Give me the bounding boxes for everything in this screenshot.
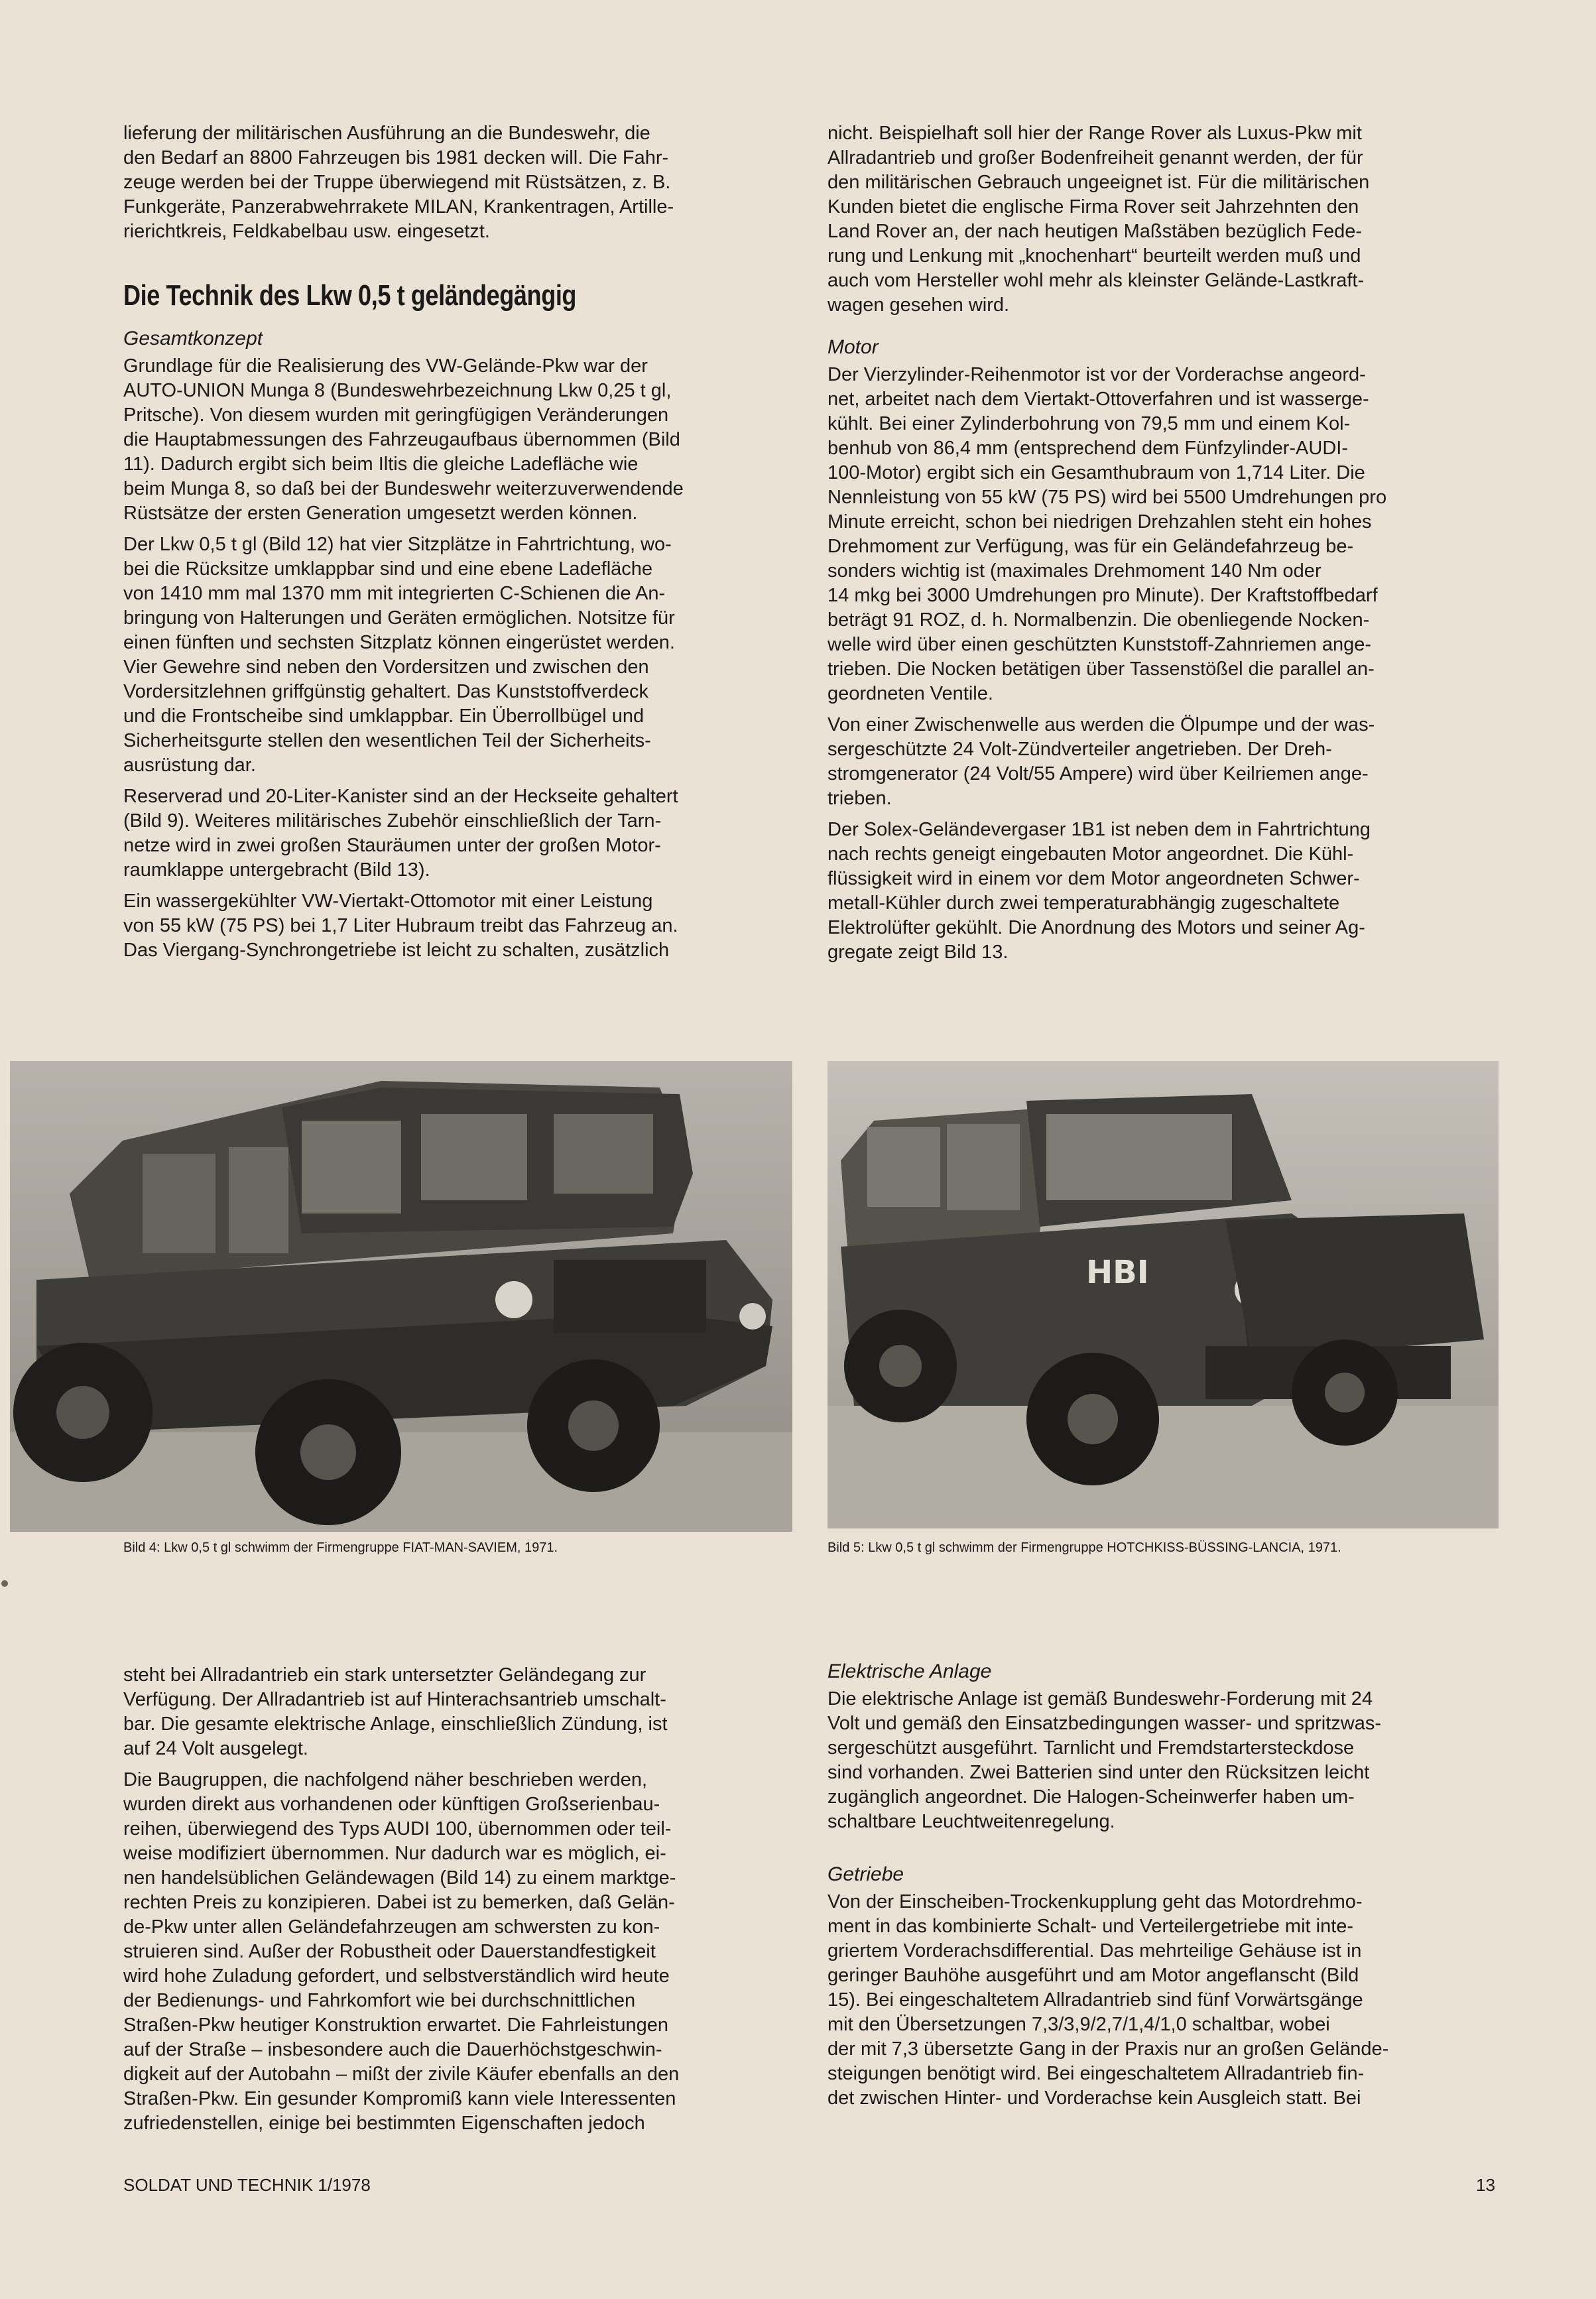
vehicle-photo-right bbox=[828, 1061, 1499, 1528]
paragraph-sitzplaetze: Der Lkw 0,5 t gl (Bild 12) hat vier Sitzplätze in Fahrtrichtung, wo- bei die Rücksitze umklappbar sind und eine ebene Ladefläche von 1410 mm mal 1370 mm mit integrierten C-Schienen die An- bringung von Halterungen und Geräten ermöglichen. Notsitze für einen fünften und sechsten Sitzplatz können eingerüstet werden. Vier Gewehre sind neben den Vordersitzen und zwischen den Vordersitzlehnen griffgünstig gehaltert. Das Kunststoffverdeck und die Frontscheibe sind umklappbar. Ein Überrollbügel und Sicherheitsgurte stellen den wesentlichen Teil der Sicherheits- ausrüstung dar. bbox=[123, 534, 675, 776]
photo-fiat-man-saviem bbox=[10, 1061, 792, 1532]
subheading-gesamtkonzept: Gesamtkonzept bbox=[123, 328, 263, 349]
top-left-column bbox=[123, 121, 793, 969]
paragraph-grundlage: Grundlage für die Realisierung des VW-Gelände-Pkw war der AUTO-UNION Munga 8 (Bundeswehrbezeichnung Lkw 0,25 t gl, Pritsche). Von diesem wurden mit geringfügigen Veränderungen die Hauptabmessungen des Fahrzeugaufbaus übernommen (Bild 11). Dadurch ergibt sich beim Iltis die gleiche Ladefläche wie beim Munga 8, so daß bei der Bundeswehr weiterzuverwendende Rüstsätze der ersten Generation umgesetzt werden können. bbox=[123, 355, 684, 524]
paragraph-motor-intro: Ein wassergekühlter VW-Viertakt-Ottomotor mit einer Leistung von 55 kW (75 PS) bei 1,7 Liter Hubraum treibt das Fahrzeug an. Das Viergang-Synchrongetriebe ist leicht zu schalten, zusätzlich bbox=[123, 891, 678, 961]
paragraph-vierzylinder: Der Vierzylinder-Reihenmotor ist vor der Vorderachse angeord- net, arbeitet nach dem Viertakt-Ottoverfahren und ist wasserge- kühlt. Bei einer Zylinderbohrung von 79,5 mm und einem Kol- benhub von 86,4 mm (entsprechend dem Fünfzylinder-AUDI- 100-Motor) ergibt sich ein Gesamthubraum von 1,714 Liter. Die Nennleistung von 55 kW (75 PS) wird bei 5500 Umdrehungen pro Minute erreicht, schon bei niedrigen Drehzahlen steht ein hohes Drehmoment zur Verfügung, was für ein Geländefahrzeug be- sonders wichtig ist (maximales Drehmoment 140 Nm oder 14 mkg bei 3000 Umdrehungen pro Minute). Der Kraftstoffbedarf beträgt 91 ROZ, d. h. Normalbenzin. Die obenliegende Nocken- welle wird über einen geschützten Kunststoff-Zahnriemen ange- trieben. Die Nocken betätigen über Tassenstößel die parallel an- geordneten Ventile. bbox=[828, 364, 1387, 704]
subheading-elektrische-anlage: Elektrische Anlage bbox=[828, 1660, 992, 1682]
footer-publication: SOLDAT UND TECHNIK 1/1978 bbox=[123, 2175, 371, 2195]
caption-bild-4: Bild 4: Lkw 0,5 t gl schwimm der Firmengruppe FIAT-MAN-SAVIEM, 1971. bbox=[123, 1540, 558, 1555]
subheading-getriebe: Getriebe bbox=[828, 1863, 904, 1885]
binding-mark bbox=[1, 1580, 8, 1587]
paragraph-reserverad: Reserverad und 20-Liter-Kanister sind an der Heckseite gehaltert (Bild 9). Weiteres militärisches Zubehör einschließlich der Tarn- netze wird in zwei großen Stauräumen unter der großen Motor- raumklappe untergebracht (Bild 13). bbox=[123, 786, 678, 881]
paragraph-baugruppen: Die Baugruppen, die nachfolgend näher beschrieben werden, wurden direkt aus vorhandenen oder künftigen Großserienbau- reihen, überwiegend des Typs AUDI 100, übernommen oder teil- weise modifiziert übernommen. Nur dadurch war es möglich, ei- nen handelsüblichen Geländewagen (Bild 14) zu einem marktge- rechten Preis zu konzipieren. Dabei ist zu bemerken, daß Gelän- de-Pkw unter allen Geländefahrzeugen am schwersten zu kon- struieren sind. Außer der Robustheit oder Dauerstandfestigkeit wird hohe Zuladung gefordert, und selbstverständlich wird heute der Bedienungs- und Fahrkomfort wie bei durchschnittlichen Straßen-Pkw heutiger Konstruktion erwartet. Die Fahrleistungen auf der Straße – insbesondere auch die Dauerhöchstgeschwin- digkeit auf der Autobahn – mißt der zivile Käufer ebenfalls an den Straßen-Pkw. Ein gesunder Kompromiß kann viele Interessenten zufriedenstellen, einige bei bestimmten Eigenschaften jedoch bbox=[123, 1769, 680, 2134]
page-number: 13 bbox=[1476, 2175, 1495, 2195]
photo-hotchkiss-buessing-lancia bbox=[828, 1061, 1499, 1528]
vehicle-photo-left bbox=[10, 1061, 792, 1532]
paragraph-lieferung: lieferung der militärischen Ausführung an die Bundeswehr, die den Bedarf an 8800 Fahrzeugen bis 1981 decken will. Die Fahr- zeuge werden bei der Truppe überwiegend mit Rüstsätzen, z. B. Funkgeräte, Panzerabwehrrakete MILAN, Krankentragen, Artille- rierichtkreis, Feldkabelbau usw. eingesetzt. bbox=[123, 123, 674, 242]
subheading-motor: Motor bbox=[828, 336, 879, 358]
section-headline: Die Technik des Lkw 0,5 t geländegängig bbox=[123, 279, 577, 312]
bottom-right-column bbox=[828, 1656, 1497, 2117]
paragraph-range-rover: nicht. Beispielhaft soll hier der Range Rover als Luxus-Pkw mit Allradantrieb und großer Bodenfreiheit genannt werden, der für den militärischen Gebrauch ungeeignet ist. Für die militärischen Kunden bietet die englische Firma Rover seit Jahrzehnten den Land Rover an, der nach heutigen Maßstäben bezüglich Fede- rung und Lenkung mit „knochenhart“ beurteilt werden muß und auch vom Hersteller wohl mehr als kleinster Gelände-Lastkraft- wagen gesehen wird. bbox=[828, 123, 1370, 316]
paragraph-zwischenwelle: Von einer Zwischenwelle aus werden die Ölpumpe und der was- sergeschützte 24 Volt-Zündverteiler angetrieben. Der Dreh- stromgenerator (24 Volt/55 Ampere) wird über Keilriemen ange- trieben. bbox=[828, 714, 1375, 809]
top-right-column bbox=[828, 121, 1497, 971]
paragraph-allradantrieb: steht bei Allradantrieb ein stark untersetzter Geländegang zur Verfügung. Der Allradantrieb ist auf Hinterachsantrieb umschalt- bar. Die gesamte elektrische Anlage, einschließlich Zündung, ist auf 24 Volt ausgelegt. bbox=[123, 1664, 668, 1759]
paragraph-elektrische-anlage: Die elektrische Anlage ist gemäß Bundeswehr-Forderung mit 24 Volt und gemäß den Einsatzbedingungen wasser- und spritzwas- sergeschützt ausgeführt. Tarnlicht und Fremdstartersteckdose sind vorhanden. Zwei Batterien sind unter den Rücksitzen leicht zugänglich angeordnet. Die Halogen-Scheinwerfer haben um- schaltbare Leuchtweitenregelung. bbox=[828, 1688, 1382, 1832]
caption-bild-5: Bild 5: Lkw 0,5 t gl schwimm der Firmengruppe HOTCHKISS-BÜSSING-LANCIA, 1971. bbox=[828, 1540, 1341, 1555]
svg-text:HBI: HBI bbox=[1086, 1254, 1149, 1291]
paragraph-getriebe: Von der Einscheiben-Trockenkupplung geht das Motordrehmo- ment in das kombinierte Schalt- und Verteilergetriebe mit inte- griertem Vorderachsdifferential. Das mehrteilige Gehäuse ist in geringer Bauhöhe ausgeführt und am Motor angeflanscht (Bild 15). Bei eingeschaltetem Allradantrieb sind fünf Vorwärtsgänge mit den Übersetzungen 7,3/3,9/2,7/1,4/1,0 schaltbar, wobei der mit 7,3 übersetzte Gang in der Praxis nur an großen Gelände- steigungen benötigt wird. Bei eingeschaltetem Allradantrieb fin- det zwischen Hinter- und Vorderachse kein Ausgleich statt. Bei bbox=[828, 1891, 1389, 2109]
bottom-left-column bbox=[123, 1663, 793, 2143]
paragraph-vergaser: Der Solex-Geländevergaser 1B1 ist neben dem in Fahrtrichtung nach rechts geneigt eingebauten Motor angeordnet. Die Kühl- flüssigkeit wird in einem vor dem Motor angeordneten Schwer- metall-Kühler durch zwei temperaturabhängig zugeschaltete Elektrolüfter gekühlt. Die Anordnung des Motors und seiner Ag- gregate zeigt Bild 13. bbox=[828, 819, 1371, 963]
